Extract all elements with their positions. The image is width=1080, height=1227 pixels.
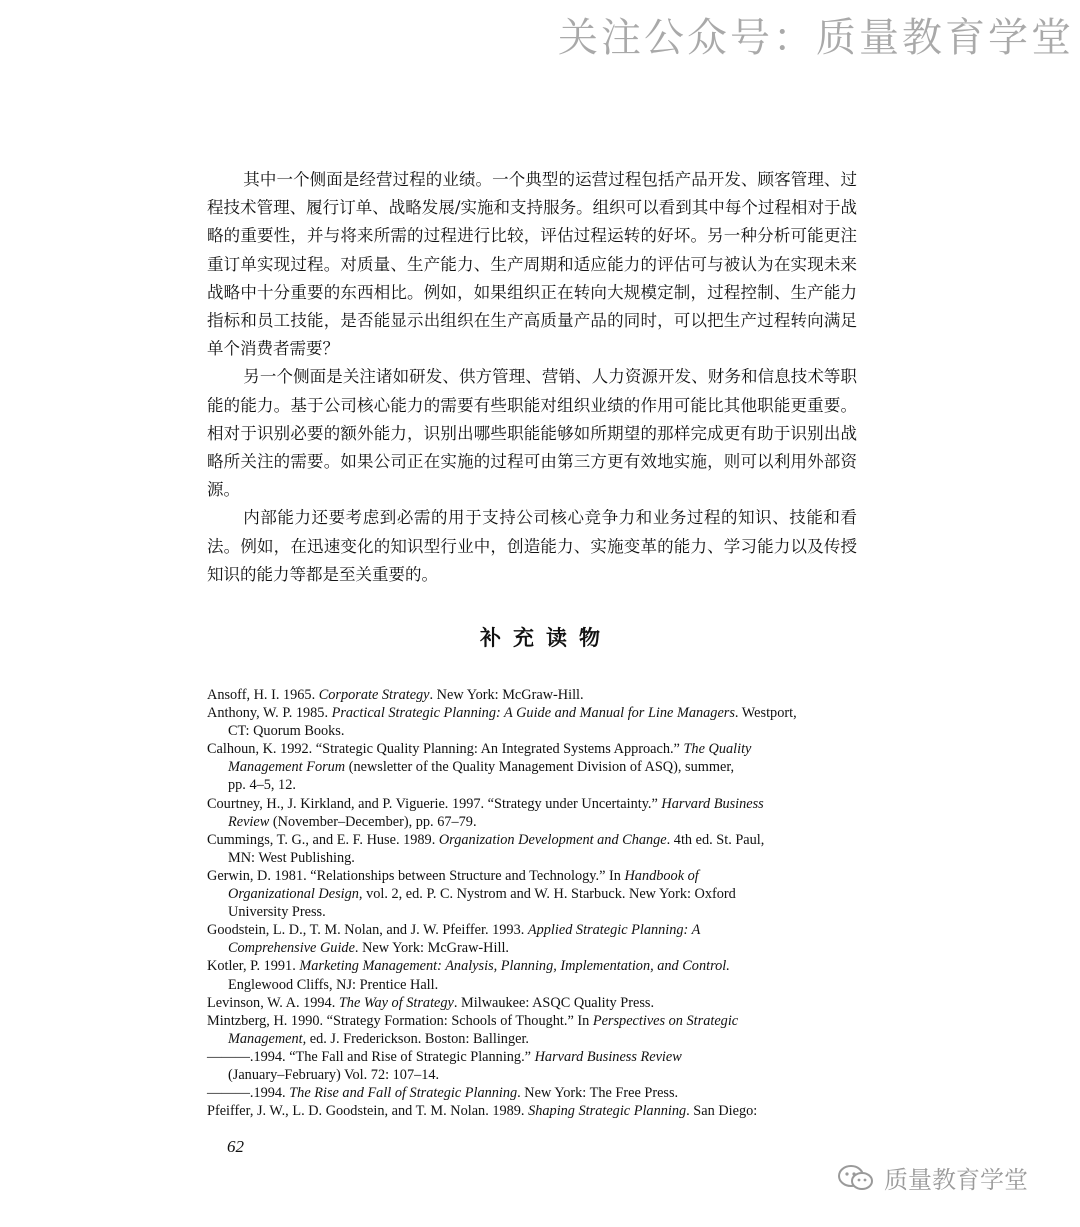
reference-italic-text: Comprehensive Guide [228, 940, 355, 957]
reference-text: Calhoun, K. 1992. “Strategic Quality Planning: An Integrated Systems Approach.” [207, 741, 684, 758]
body-text [207, 166, 857, 589]
reference-text: University Press. [228, 904, 326, 921]
watermark-bottom-text: 质量教育学堂 [884, 1166, 1028, 1194]
reference-text: ———.1994. “The Fall and Rise of Strategic Planning.” [207, 1048, 535, 1065]
reference-text: MN: West Publishing. [228, 849, 355, 866]
reference-text: . Milwaukee: ASQC Quality Press. [453, 994, 655, 1011]
reference-entry [207, 740, 867, 794]
reference-italic-text: Practical Strategic Planning: A Guide and Manual for Line Managers [331, 705, 735, 722]
reference-italic-text: Organization Development and Change [438, 831, 667, 848]
reference-italic-text: Harvard Business [661, 795, 764, 812]
reference-italic-text: The Way of Strategy [338, 994, 454, 1011]
reference-entry [207, 1012, 867, 1048]
reference-italic-text: Management Forum [228, 759, 346, 776]
reference-entry [207, 921, 867, 957]
reference-italic-text: Harvard Business Review [534, 1048, 682, 1065]
reference-text: . 4th ed. St. Paul, [666, 831, 765, 848]
reference-text: . New York: McGraw-Hill. [354, 940, 509, 957]
reference-entry [207, 831, 867, 867]
reference-italic-text: Review [228, 813, 270, 830]
reference-text: Ansoff, H. I. 1965. [207, 687, 319, 703]
reference-entry [207, 1048, 867, 1084]
reference-entry [207, 686, 867, 704]
reference-text: Cummings, T. G., and E. F. Huse. 1989. [207, 831, 439, 848]
reference-italic-text: The Rise and Fall of Strategic Planning [289, 1085, 518, 1102]
body-paragraph: 内部能力还要考虑到必需的用于支持公司核心竞争力和业务过程的知识、技能和看法。例如，在迅速变化的知识型行业中，创造能力、实施变革的能力、学习能力以及传授知识的能力等都是至关重要的。 [207, 508, 857, 584]
reference-text: (January–February) Vol. 72: 107–14. [228, 1066, 440, 1083]
reference-italic-text: The Quality [683, 741, 752, 758]
reference-italic-text: Perspectives on Strategic [592, 1012, 739, 1029]
reference-italic-text: Applied Strategic Planning: A [527, 922, 701, 939]
reference-entry [207, 795, 867, 831]
reference-text: ed. J. Frederickson. Boston: Ballinger. [306, 1030, 529, 1047]
reference-entry [207, 957, 867, 993]
section-title: 补充读物 [480, 626, 612, 650]
reference-text: . New York: McGraw-Hill. [429, 687, 584, 703]
reference-entry [207, 994, 867, 1012]
reference-italic-text: Shaping Strategic Planning [528, 1103, 687, 1120]
reference-text: (newsletter of the Quality Management Division of ASQ), summer, [345, 759, 735, 776]
reference-text: ———.1994. [207, 1085, 290, 1102]
reference-text: (November–December), pp. 67–79. [269, 813, 477, 830]
reference-italic-text: Handbook of [624, 867, 699, 884]
reference-text: Goodstein, L. D., T. M. Nolan, and J. W. Pfeiffer. 1993. [207, 922, 528, 939]
reference-text: CT: Quorum Books. [228, 723, 345, 740]
reference-italic-text: Organizational Design, [228, 886, 363, 903]
reference-entry [207, 867, 867, 921]
reference-text: Levinson, W. A. 1994. [207, 994, 339, 1011]
reference-italic-text: Management, [228, 1030, 307, 1047]
reference-text: Kotler, P. 1991. [207, 958, 300, 975]
reference-italic-text: Corporate Strategy [318, 687, 430, 703]
reference-text: Courtney, H., J. Kirkland, and P. Viguerie. 1997. “Strategy under Uncertainty.” [207, 795, 662, 812]
reference-text: . New York: The Free Press. [517, 1085, 679, 1102]
reference-text: Englewood Cliffs, NJ: Prentice Hall. [228, 976, 439, 993]
watermark-bottom [836, 1160, 1028, 1195]
reference-entry [207, 704, 867, 740]
wechat-icon [836, 1163, 876, 1193]
reference-text: Gerwin, D. 1981. “Relationships between Structure and Technology.” In [207, 867, 625, 884]
reference-text: pp. 4–5, 12. [228, 777, 296, 794]
page-number: 62 [227, 1137, 244, 1156]
reference-text: . Westport, [734, 705, 797, 722]
reference-text: Pfeiffer, J. W., L. D. Goodstein, and T. M. Nolan. 1989. [207, 1103, 529, 1120]
watermark-top: 关注公众号：质量教育学堂 [558, 15, 1074, 61]
reference-text: Mintzberg, H. 1990. “Strategy Formation: Schools of Thought.” In [207, 1012, 593, 1029]
body-paragraph: 另一个侧面是关注诸如研发、供方管理、营销、人力资源开发、财务和信息技术等职能的能力。基于公司核心能力的需要有些职能对组织业绩的作用可能比其他职能更重要。相对于识别必要的额外能力，识别出哪些职能能够如所期望的那样完成更有助于识别出战略所关注的需要。如果公司正在实施的过程可由第三方更有效地实施，则可以利用外部资源。 [207, 367, 857, 500]
reference-list [207, 686, 867, 1120]
reference-entry [207, 1102, 867, 1120]
reference-italic-text: Marketing Management: Analysis, Planning, Implementation, and Control. [299, 958, 730, 975]
reference-text: . San Diego: [686, 1103, 758, 1120]
reference-entry [207, 1084, 867, 1102]
reference-text: vol. 2, ed. P. C. Nystrom and W. H. Starbuck. New York: Oxford [362, 886, 736, 903]
reference-text: Anthony, W. P. 1985. [207, 705, 332, 722]
body-paragraph: 其中一个侧面是经营过程的业绩。一个典型的运营过程包括产品开发、顾客管理、过程技术管理、履行订单、战略发展/实施和支持服务。组织可以看到其中每个过程相对于战略的重要性，并与将来所需的过程进行比较，评估过程运转的好坏。另一种分析可能更注重订单实现过程。对质量、生产能力、生产周期和适应能力的评估可与被认为在实现未来战略中十分重要的东西相比。例如，如果组织正在转向大规模定制，过程控制、生产能力指标和员工技能，是否能显示出组织在生产高质量产品的同时，可以把生产过程转向满足单个消费者需要？ [207, 170, 857, 359]
